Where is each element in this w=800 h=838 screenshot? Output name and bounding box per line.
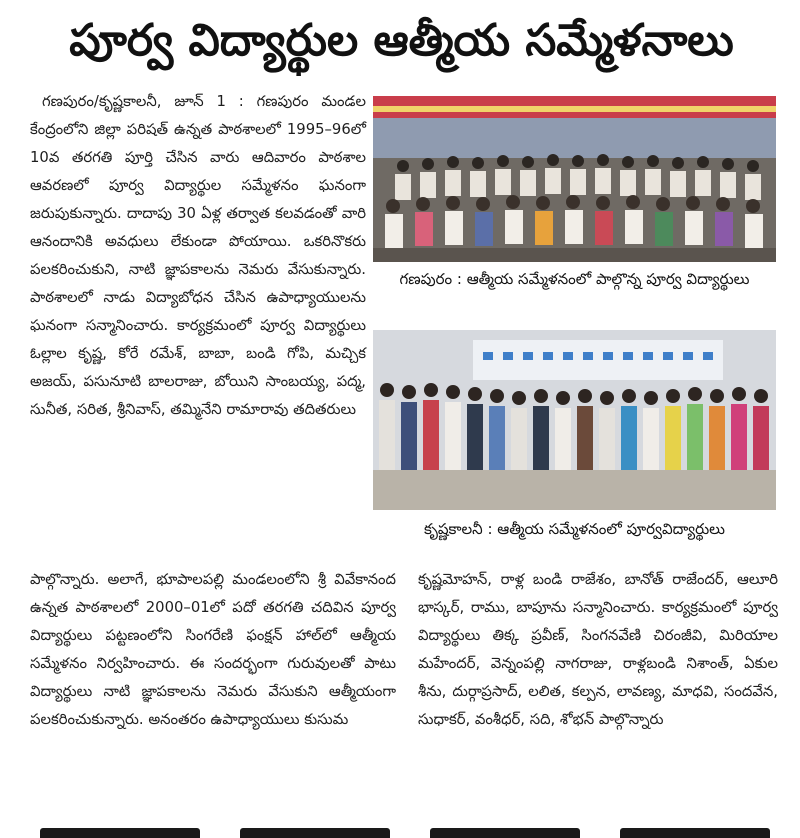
article-body-right-bottom — [418, 566, 778, 734]
article-paragraph: కృష్ణమోహన్, రాళ్ల బండి రాజేశం, బానోత్ రాజేందర్, ఆలూరి భాస్కర్, రాము, బాపూను సన్మానించారు. కార్యక్రమంలో పూర్వ విద్యార్థులు తిక్క ప్రవీణ్, సింగనవేణి చిరంజీవి, మిరియాల మహేందర్, వెన్నంపల్లి నాగరాజు, రాళ్లబండి నిశాంత్, ఏకుల శీను, దుర్గాప్రసాద్, లలిత, కల్పన, లావణ్య, మాధవి, సందవేన, సుధాకర్, వంశీధర్, సది, శోభన్ పాల్గొన్నారు — [418, 571, 778, 728]
next-article-headline-cut — [0, 824, 800, 838]
article-headline: పూర్వ విద్యార్థుల ఆత్మీయ సమ్మేళనాలు — [69, 15, 734, 66]
krishnakalani-group-photo — [373, 330, 776, 510]
ganapuram-group-photo — [373, 96, 776, 262]
group-photo-illustration — [373, 96, 776, 262]
cut-text-fragment — [620, 828, 770, 838]
article-paragraph: గణపురం/కృష్ణకాలనీ, జూన్ 1 : గణపురం మండల కేంద్రంలోని జిల్లా పరిషత్ ఉన్నత పాఠశాలలో 1995–96లో 10వ తరగతి పూర్తి చేసిన వారు ఆదివారం పాఠశాల ఆవరణలో పూర్వ విద్యార్థుల సమ్మేళనం ఘనంగా జరుపుకున్నారు. దాదాపు 30 ఏళ్ల తర్వాత కలవడంతో వారి ఆనందానికి అవధులు లేకుండా పోయాయి. ఒకరినొకరు పలకరించుకుని, నాటి జ్ఞాపకాలను నెమరు వేసుకున్నారు. పాఠశాలలో నాడు విద్యాబోధన చేసిన ఉపాధ్యాయులను ఘనంగా సన్మానించారు. కార్యక్రమంలో పూర్వ విద్యార్థులు ఓల్లాల కృష్ణ, కోరే రమేశ్, బాబా, బండి గోపి, మచ్చిక అజయ్, పసునూటి బాలరాజు, బోయిని సాంబయ్య, పద్మ, సునీత, సరిత, శ్రీనివాస్, తమ్మినేని రామారావు తదితరులు — [30, 93, 366, 418]
cut-text-fragment — [40, 828, 200, 838]
photo-caption-krishnakalani: కృష్ణకాలనీ : ఆత్మీయ సమ్మేళనంలో పూర్వవిద్యార్థులు — [423, 520, 725, 538]
photo-caption-ganapuram: గణపురం : ఆత్మీయ సమ్మేళనంలో పాల్గొన్న పూర్వ విద్యార్థులు — [399, 270, 750, 288]
article-body-left-top — [30, 88, 366, 424]
article-body-left-bottom — [30, 566, 396, 734]
article-paragraph: పాల్గొన్నారు. అలాగే, భూపాలపల్లి మండలంలోని శ్రీ వివేకానంద ఉన్నత పాఠశాలలో 2000–01లో పదో తరగతి చదివిన పూర్వ విద్యార్థులు పట్టణంలోని సింగరేణి ఫంక్షన్ హాల్‌లో ఆత్మీయ సమ్మేళనం నిర్వహించారు. ఈ సందర్భంగా గురువులతో పాటు విద్యార్థులు నాటి జ్ఞాపకాలను నెమరు వేసుకుని ఆత్మీయంగా పలకరించుకున్నారు. అనంతరం ఉపాధ్యాయులు కుసుమ — [30, 571, 396, 728]
cut-text-fragment — [240, 828, 390, 838]
group-photo-illustration — [373, 330, 776, 510]
cut-text-fragment — [430, 828, 580, 838]
